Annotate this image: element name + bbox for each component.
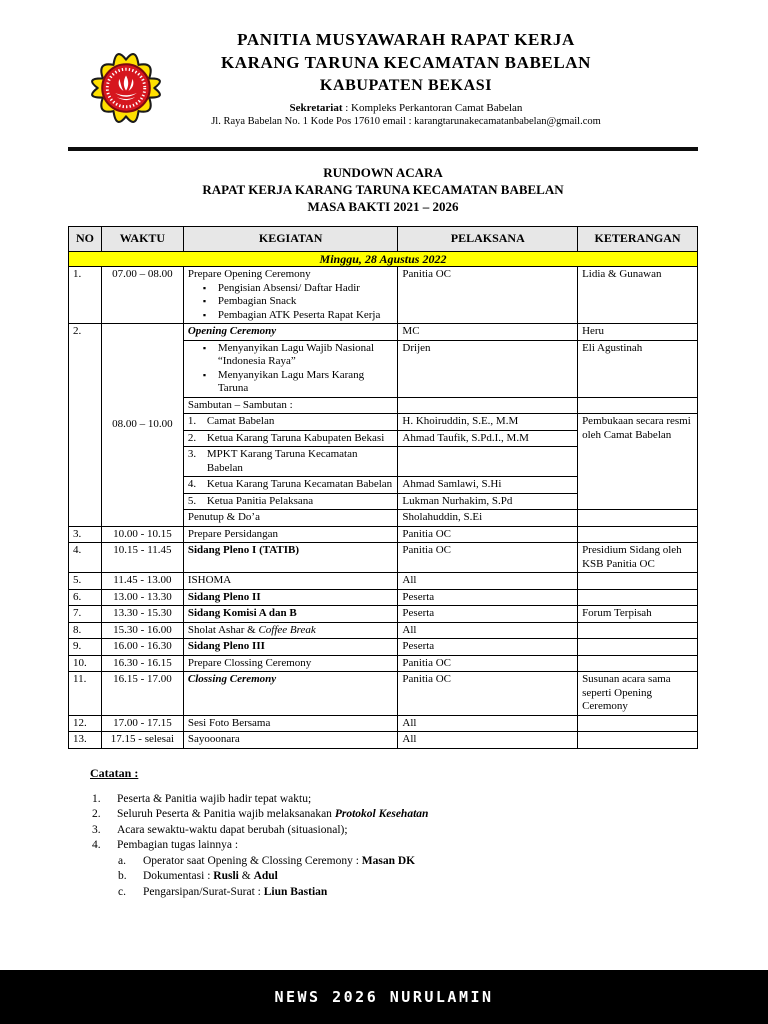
row-activity bbox=[183, 573, 398, 590]
note-text-part: Dokumentasi : bbox=[143, 870, 214, 882]
note-text-part: Peserta & Panitia wajib hadir tepat waktu; bbox=[117, 792, 312, 805]
row-executor bbox=[398, 447, 578, 477]
note-item bbox=[90, 792, 698, 808]
table-row bbox=[69, 324, 698, 341]
org-name-line3: KABUPATEN BEKASI bbox=[319, 77, 493, 94]
item-number: 1. bbox=[187, 415, 197, 427]
row-note: Pembukaan secara resmi oleh Camat Babelan bbox=[578, 414, 698, 510]
row-note bbox=[578, 622, 698, 639]
note-text bbox=[117, 823, 698, 839]
row-time: 08.00 – 10.00 bbox=[101, 324, 183, 527]
notes-heading: Catatan : bbox=[90, 765, 139, 780]
row-time: 13.30 - 15.30 bbox=[101, 606, 183, 623]
row-activity bbox=[183, 672, 398, 716]
note-text bbox=[117, 838, 698, 854]
row-activity: Sambutan – Sambutan : bbox=[183, 397, 398, 414]
row-executor: Panitia OC bbox=[398, 267, 578, 324]
activity-text: Sesi Foto Bersama bbox=[187, 716, 271, 729]
row-note bbox=[578, 732, 698, 749]
title-line3: MASA BAKTI 2021 – 2026 bbox=[307, 199, 459, 214]
row-number: 8. bbox=[69, 622, 102, 639]
row-note: Heru bbox=[578, 324, 698, 341]
activity-text: Sidang Pleno III bbox=[187, 640, 265, 652]
row-activity bbox=[183, 655, 398, 672]
table-header-row bbox=[69, 227, 698, 252]
note-text-part: Liun Bastian bbox=[263, 885, 328, 898]
row-activity bbox=[183, 493, 398, 510]
org-name-line1: PANITIA MUSYAWARAH RAPAT KERJA bbox=[237, 30, 575, 49]
activity-bullet: ▪ Pembagian Snack bbox=[188, 295, 394, 309]
row-time: 16.15 - 17.00 bbox=[101, 672, 183, 716]
note-marker: 4. bbox=[92, 839, 101, 851]
note-marker: c. bbox=[118, 885, 126, 898]
note-text bbox=[117, 792, 698, 808]
row-note: Forum Terpisah bbox=[578, 606, 698, 623]
row-executor: All bbox=[398, 573, 578, 590]
note-text-part: Pengarsipan/Surat-Surat : bbox=[143, 885, 264, 898]
table-row bbox=[69, 589, 698, 606]
row-activity bbox=[183, 414, 398, 431]
activity-text: Sidang Komisi A dan B bbox=[187, 607, 297, 619]
activity-text: Opening Ceremony bbox=[187, 325, 277, 337]
row-executor bbox=[398, 397, 578, 414]
secretariat-line bbox=[114, 101, 698, 115]
note-text-part: Seluruh Peserta & Panitia wajib melaksanakan bbox=[117, 808, 335, 820]
note-item bbox=[90, 823, 698, 839]
table-row bbox=[69, 526, 698, 543]
row-activity bbox=[183, 715, 398, 732]
row-number: 4. bbox=[69, 543, 102, 573]
activity-text: Ketua Karang Taruna Kecamatan Babelan bbox=[206, 478, 393, 490]
row-note bbox=[578, 510, 698, 527]
activity-text: Sholat Ashar & bbox=[187, 623, 259, 636]
row-number: 5. bbox=[69, 573, 102, 590]
note-text-part: Acara sewaktu-waktu dapat berubah (situasional); bbox=[117, 823, 348, 836]
row-note: Eli Agustinah bbox=[578, 340, 698, 397]
activity-text: ISHOMA bbox=[187, 574, 232, 586]
row-activity bbox=[183, 543, 398, 573]
activity-bullet: ▪ Menyanyikan Lagu Mars Karang Taruna bbox=[188, 369, 394, 396]
note-text-part: Masan DK bbox=[361, 854, 416, 867]
row-number: 2. bbox=[69, 324, 102, 527]
row-number: 11. bbox=[69, 672, 102, 716]
table-row bbox=[69, 606, 698, 623]
activity-bullet: ▪ Pengisian Absensi/ Daftar Hadir bbox=[188, 282, 394, 296]
item-number: 4. bbox=[187, 478, 197, 490]
row-activity bbox=[183, 267, 398, 324]
note-marker: a. bbox=[118, 854, 126, 867]
row-note bbox=[578, 526, 698, 543]
activity-text: MPKT Karang Taruna Kecamatan Babelan bbox=[206, 448, 358, 474]
note-text bbox=[143, 885, 698, 901]
karang-taruna-logo bbox=[73, 38, 179, 138]
letterhead-divider bbox=[68, 147, 698, 151]
note-text bbox=[117, 807, 698, 823]
notes-section bbox=[68, 766, 698, 901]
activity-text: Camat Babelan bbox=[206, 415, 275, 427]
row-executor: Panitia OC bbox=[398, 526, 578, 543]
row-executor: Sholahuddin, S.Ei bbox=[398, 510, 578, 527]
row-number: 10. bbox=[69, 655, 102, 672]
row-note bbox=[578, 397, 698, 414]
row-executor: Peserta bbox=[398, 606, 578, 623]
note-item bbox=[90, 838, 698, 854]
org-name-line2: KARANG TARUNA KECAMATAN BABELAN bbox=[220, 53, 592, 72]
table-row bbox=[69, 267, 698, 324]
col-header-waktu: WAKTU bbox=[101, 227, 183, 252]
note-marker: b. bbox=[118, 870, 127, 882]
note-item bbox=[90, 807, 698, 823]
row-note bbox=[578, 655, 698, 672]
activity-text: Sidang Pleno II bbox=[187, 590, 261, 603]
row-activity bbox=[183, 639, 398, 656]
row-note: Lidia & Gunawan bbox=[578, 267, 698, 324]
row-note bbox=[578, 639, 698, 656]
row-time: 10.00 - 10.15 bbox=[101, 526, 183, 543]
row-activity bbox=[183, 477, 398, 494]
col-header-kegiatan: KEGIATAN bbox=[183, 227, 398, 252]
activity-text: Prepare Persidangan bbox=[187, 527, 278, 540]
row-time: 15.30 - 16.00 bbox=[101, 622, 183, 639]
day-banner-text: Minggu, 28 Agustus 2022 bbox=[69, 252, 698, 267]
table-row bbox=[69, 715, 698, 732]
item-number: 2. bbox=[187, 431, 197, 444]
activity-bullet: ▪ Menyanyikan Lagu Wajib Nasional “Indonesia Raya” bbox=[188, 342, 394, 369]
row-executor: Lukman Nurhakim, S.Pd bbox=[398, 493, 578, 510]
row-time: 11.45 - 13.00 bbox=[101, 573, 183, 590]
activity-text: Ketua Karang Taruna Kabupaten Bekasi bbox=[206, 431, 385, 444]
address-line: Jl. Raya Babelan No. 1 Kode Pos 17610 email : karangtarunakecamatanbabelan@gmail.com bbox=[211, 116, 601, 127]
row-executor: H. Khoiruddin, S.E., M.M bbox=[398, 414, 578, 431]
footer-watermark-text: NEWS 2026 NURULAMIN bbox=[274, 988, 494, 1006]
row-note: Presidium Sidang oleh KSB Panitia OC bbox=[578, 543, 698, 573]
activity-text: Sayooonara bbox=[187, 733, 240, 745]
document-title bbox=[68, 164, 698, 215]
col-header-pelaksana: PELAKSANA bbox=[398, 227, 578, 252]
row-time: 16.00 - 16.30 bbox=[101, 639, 183, 656]
row-activity bbox=[183, 324, 398, 341]
note-marker: 1. bbox=[92, 792, 101, 805]
item-number: 5. bbox=[187, 494, 197, 507]
row-time: 17.00 - 17.15 bbox=[101, 715, 183, 732]
row-executor: All bbox=[398, 715, 578, 732]
row-number: 12. bbox=[69, 715, 102, 732]
activity-text: Ketua Panitia Pelaksana bbox=[206, 494, 314, 507]
table-row bbox=[69, 543, 698, 573]
row-activity bbox=[183, 732, 398, 749]
row-note: Susunan acara sama seperti Opening Ceremony bbox=[578, 672, 698, 716]
item-number: 3. bbox=[187, 448, 197, 460]
row-number: 9. bbox=[69, 639, 102, 656]
note-item bbox=[90, 885, 698, 901]
row-executor: Peserta bbox=[398, 589, 578, 606]
row-activity bbox=[183, 589, 398, 606]
rundown-table bbox=[68, 226, 698, 749]
activity-bullet: ▪ Pembagian ATK Peserta Rapat Kerja bbox=[188, 309, 394, 323]
row-executor: MC bbox=[398, 324, 578, 341]
note-text-part: Adul bbox=[253, 870, 278, 882]
row-number: 13. bbox=[69, 732, 102, 749]
secretariat-value: : Kompleks Perkantoran Camat Babelan bbox=[342, 102, 523, 114]
row-executor: Panitia OC bbox=[398, 655, 578, 672]
note-text-part: Pembagian tugas lainnya : bbox=[117, 839, 239, 851]
row-activity bbox=[183, 606, 398, 623]
note-marker: 3. bbox=[92, 823, 101, 836]
note-text-part: Protokol Kesehatan bbox=[334, 808, 429, 820]
row-activity bbox=[183, 430, 398, 447]
col-header-no: NO bbox=[69, 227, 102, 252]
row-executor: Ahmad Taufik, S.Pd.I., M.M bbox=[398, 430, 578, 447]
table-row bbox=[69, 732, 698, 749]
row-time: 13.00 - 13.30 bbox=[101, 589, 183, 606]
note-text-part: Rusli bbox=[213, 870, 239, 882]
row-activity: Penutup & Do’a bbox=[183, 510, 398, 527]
notes-list bbox=[90, 792, 698, 901]
row-activity bbox=[183, 622, 398, 639]
note-text bbox=[143, 869, 698, 885]
row-executor: Peserta bbox=[398, 639, 578, 656]
note-item bbox=[90, 869, 698, 885]
row-note bbox=[578, 589, 698, 606]
row-executor: All bbox=[398, 622, 578, 639]
table-row bbox=[69, 622, 698, 639]
row-note bbox=[578, 715, 698, 732]
activity-title: Prepare Opening Ceremony bbox=[187, 268, 311, 280]
row-time: 17.15 - selesai bbox=[101, 732, 183, 749]
activity-text: Prepare Clossing Ceremony bbox=[187, 656, 312, 669]
col-header-keterangan: KETERANGAN bbox=[578, 227, 698, 252]
row-activity bbox=[183, 526, 398, 543]
row-time: 16.30 - 16.15 bbox=[101, 655, 183, 672]
title-line1: RUNDOWN ACARA bbox=[323, 165, 443, 180]
letterhead bbox=[68, 28, 698, 140]
activity-text: Clossing Ceremony bbox=[187, 673, 277, 685]
row-number: 7. bbox=[69, 606, 102, 623]
footer-bar bbox=[0, 970, 768, 1024]
day-banner bbox=[69, 252, 698, 267]
note-text-part: Operator saat Opening & Clossing Ceremony : bbox=[143, 854, 362, 867]
row-note bbox=[578, 573, 698, 590]
row-activity bbox=[183, 447, 398, 477]
note-text-part: & bbox=[238, 870, 254, 882]
secretariat-label: Sekretariat bbox=[289, 102, 343, 114]
table-row bbox=[69, 655, 698, 672]
row-executor: Panitia OC bbox=[398, 672, 578, 716]
note-item bbox=[90, 854, 698, 870]
activity-text: Coffee Break bbox=[258, 623, 316, 636]
row-time: 07.00 – 08.00 bbox=[101, 267, 183, 324]
row-executor: Ahmad Samlawi, S.Hi bbox=[398, 477, 578, 494]
note-text bbox=[143, 854, 698, 870]
row-executor: Drijen bbox=[398, 340, 578, 397]
row-executor: All bbox=[398, 732, 578, 749]
row-number: 6. bbox=[69, 589, 102, 606]
row-time: 10.15 - 11.45 bbox=[101, 543, 183, 573]
activity-text: Sidang Pleno I (TATIB) bbox=[187, 544, 300, 556]
note-marker: 2. bbox=[92, 808, 101, 820]
row-number: 1. bbox=[69, 267, 102, 324]
row-executor: Panitia OC bbox=[398, 543, 578, 573]
table-row bbox=[69, 573, 698, 590]
title-line2: RAPAT KERJA KARANG TARUNA KECAMATAN BABELAN bbox=[202, 182, 564, 197]
table-row bbox=[69, 639, 698, 656]
row-number: 3. bbox=[69, 526, 102, 543]
table-row bbox=[69, 672, 698, 716]
row-activity bbox=[183, 340, 398, 397]
